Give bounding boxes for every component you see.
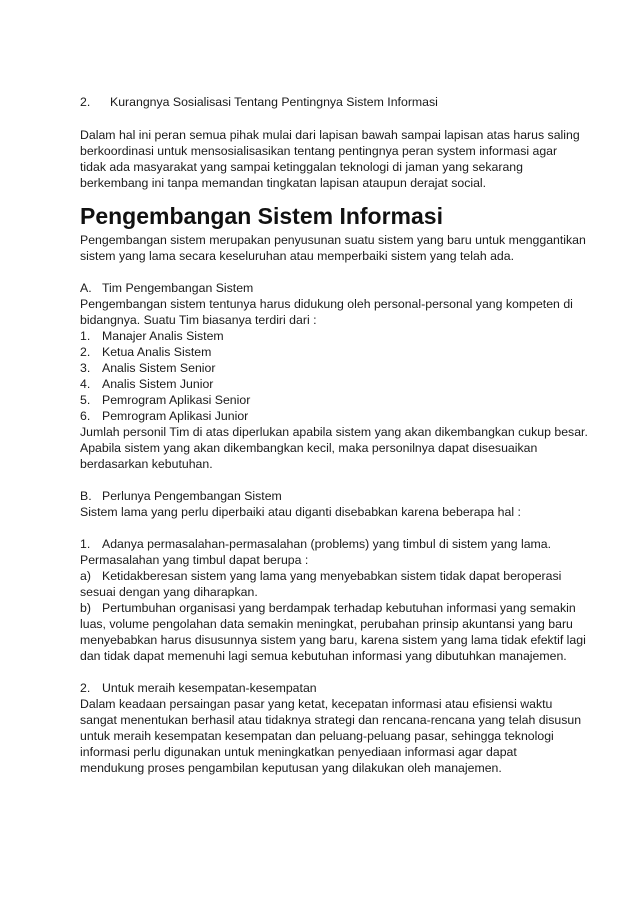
section-a-intro-line: Pengembangan sistem tentunya harus didukung oleh personal-personal yang kompeten di	[80, 297, 573, 311]
sub-item-b-continuation: menyebabkan harus disusunnya sistem yang baru, karena sistem yang lama tidak efektif lagi	[80, 633, 586, 647]
intro-paragraph-line: berkoordinasi untuk mensosialisasikan tentang pentingnya peran system informasi agar	[80, 144, 558, 158]
sub-item-marker: b)	[80, 601, 91, 615]
section-b-intro: Sistem lama yang perlu diperbaiki atau diganti disebabkan karena beberapa hal :	[80, 505, 521, 519]
heading-paragraph-line: sistem yang lama secara keseluruhan atau memperbaiki sistem yang telah ada.	[80, 249, 515, 263]
section-a-closing-line: Apabila sistem yang akan dikembangkan kecil, maka personilnya dapat disesuaikan	[80, 441, 538, 455]
heading-paragraph-line: Pengembangan sistem merupakan penyusunan suatu sistem yang baru untuk menggantikan	[80, 233, 586, 247]
intro-paragraph-line: tidak ada masyarakat yang sampai ketinggalan teknologi di jaman yang sekarang	[80, 160, 523, 174]
list-item-text: Manajer Analis Sistem	[102, 329, 224, 343]
list-item-text: Analis Sistem Junior	[102, 377, 214, 391]
sub-item-a-continuation: sesuai dengan yang diharapkan.	[80, 585, 258, 599]
numbered-item-2	[80, 94, 438, 111]
list-item-number: 2.	[80, 345, 91, 359]
list-item-number: 5.	[80, 393, 91, 407]
section-a-intro-line: bidangnya. Suatu Tim biasanya terdiri dari :	[80, 313, 317, 327]
reason-number: 2.	[80, 681, 91, 695]
reason-2-body-line: informasi perlu digunakan untuk meningkatkan penyediaan informasi agar dapat	[80, 745, 517, 759]
item-number: 2.	[80, 95, 91, 109]
sub-item-text: Pertumbuhan organisasi yang berdampak terhadap kebutuhan informasi yang semakin	[102, 601, 576, 615]
reason-number: 1.	[80, 537, 91, 551]
reason-sub-intro: Permasalahan yang timbul dapat berupa :	[80, 553, 309, 567]
list-item-number: 1.	[80, 329, 91, 343]
reason-2-body-line: untuk meraih kesempatan kesempatan dan peluang-peluang pasar, sehingga teknologi	[80, 729, 554, 743]
section-a-closing-line: Jumlah personil Tim di atas diperlukan apabila sistem yang akan dikembangkan cukup besar.	[80, 425, 588, 439]
list-item-text: Pemrogram Aplikasi Junior	[102, 409, 249, 423]
sub-item-b-continuation: dan tidak dapat memenuhi lagi semua kebutuhan informasi yang dibutuhkan manajemen.	[80, 649, 567, 663]
list-item-text: Ketua Analis Sistem	[102, 345, 212, 359]
list-item-number: 4.	[80, 377, 91, 391]
section-title: Perlunya Pengembangan Sistem	[102, 489, 282, 503]
section-marker: A.	[80, 281, 92, 295]
list-item	[80, 344, 211, 361]
list-item-number: 6.	[80, 409, 91, 423]
reason-item-2	[80, 680, 317, 697]
list-item	[80, 360, 215, 377]
reason-text: Untuk meraih kesempatan-kesempatan	[102, 681, 317, 695]
sub-item-marker: a)	[80, 569, 91, 583]
sub-item-text: Ketidakberesan sistem yang lama yang menyebabkan sistem tidak dapat beroperasi	[102, 569, 562, 583]
list-item-number: 3.	[80, 361, 91, 375]
intro-paragraph-line: berkembang ini tanpa memandan tingkatan lapisan ataupun derajat social.	[80, 176, 487, 190]
list-item	[80, 376, 213, 393]
section-title: Tim Pengembangan Sistem	[102, 281, 254, 295]
intro-paragraph-line: Dalam hal ini peran semua pihak mulai dari lapisan bawah sampai lapisan atas harus saling	[80, 128, 580, 142]
list-item	[80, 328, 224, 345]
section-a-heading	[80, 280, 253, 297]
list-item-text: Pemrogram Aplikasi Senior	[102, 393, 251, 407]
section-heading: Pengembangan Sistem Informasi	[80, 203, 443, 229]
reason-2-body-line: sangat menentukan berhasil atau tidaknya strategi dan rencana-rencana yang telah disusun	[80, 713, 582, 727]
list-item	[80, 408, 248, 425]
reason-text: Adanya permasalahan-permasalahan (problems) yang timbul di sistem yang lama.	[102, 537, 552, 551]
item-text: Kurangnya Sosialisasi Tentang Pentingnya Sistem Informasi	[110, 95, 438, 109]
list-item-text: Analis Sistem Senior	[102, 361, 216, 375]
reason-item-1	[80, 536, 551, 553]
sub-item-b	[80, 600, 576, 617]
sub-item-b-continuation: luas, volume pengolahan data semakin meningkat, perubahan prinsip akuntansi yang baru	[80, 617, 573, 631]
section-b-heading	[80, 488, 282, 505]
reason-2-body-line: Dalam keadaan persaingan pasar yang ketat, kecepatan informasi atau efisiensi waktu	[80, 697, 553, 711]
sub-item-a	[80, 568, 561, 585]
section-a-closing-line: berdasarkan kebutuhan.	[80, 457, 213, 471]
section-marker: B.	[80, 489, 92, 503]
reason-2-body-line: mendukung proses pengambilan keputusan yang dilakukan oleh manajemen.	[80, 761, 502, 775]
list-item	[80, 392, 250, 409]
